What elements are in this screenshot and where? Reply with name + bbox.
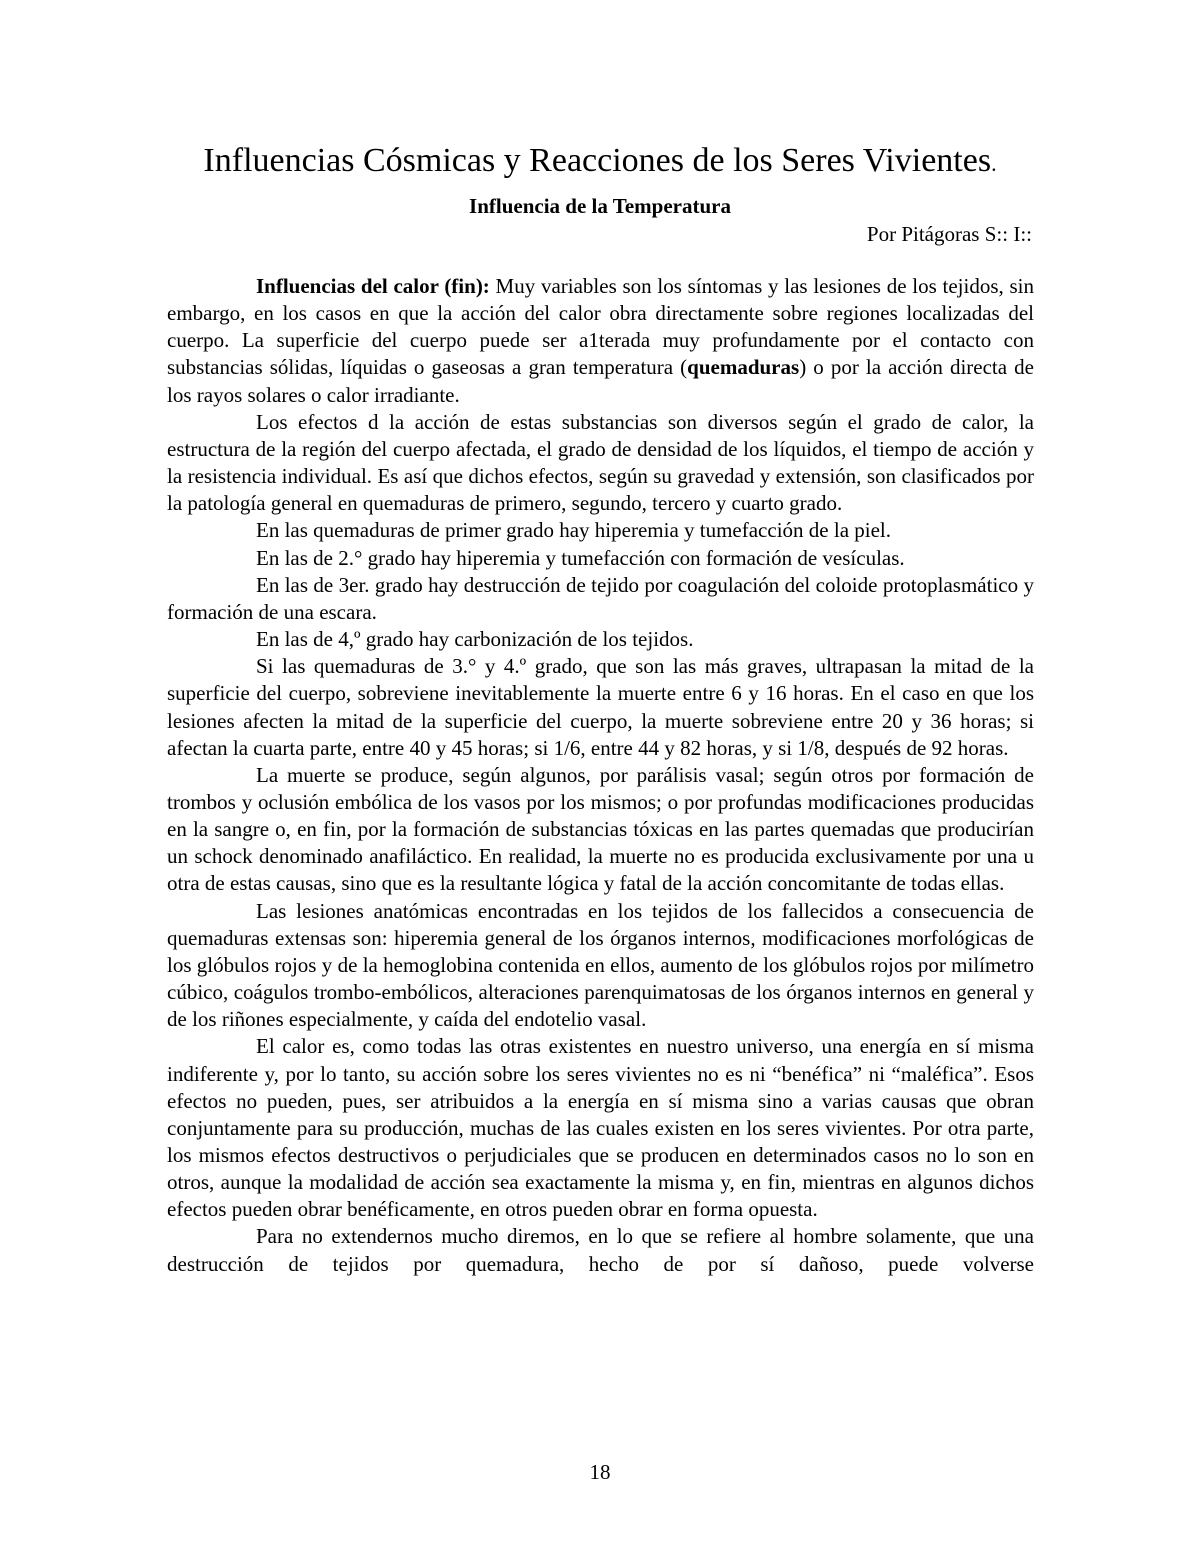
paragraph-1-lead: Influencias del calor (fin):: [256, 274, 490, 298]
paragraph-6: En las de 4,º grado hay carbonización de los tejidos.: [256, 627, 694, 652]
paragraph-2: Los efectos d la acción de estas substancias son diversos según el grado de calor, la estructura de la región del cuerpo afectada, el grado de densidad de los líquidos, el tiempo de acción y la resistencia individual. Es así que dichos efectos, según su gravedad y extensión, son clasificados por la patología general en quemaduras de primero, segundo, tercero y cuarto grado.: [167, 409, 1034, 516]
paragraph-1-bold-term: quemaduras: [687, 355, 800, 380]
paragraph-11: Para no extendernos mucho diremos, en lo que se refiere al hombre solamente, que una destrucción de tejidos por quemadura, hecho de por sí dañoso, puede volverse: [167, 1224, 1034, 1276]
paragraph-7: Si las quemaduras de 3.° y 4.º grado, que son las más graves, ultrapasan la mitad de la superficie del cuerpo, sobreviene inevitablemente la muerte entre 6 y 16 horas. En el caso en que los lesiones afecten la mitad de la superficie del cuerpo, la muerte sobreviene entre 20 y 36 horas; si afectan la cuarta parte, entre 40 y 45 horas; si 1/6, entre 44 y 82 horas, y si 1/8, después de 92 horas.: [167, 654, 1034, 760]
page-number: 18: [589, 1460, 611, 1484]
author-byline: Por Pitágoras S:: I::: [866, 222, 1032, 246]
paragraph-1-text-a: Muy variables son los síntomas y las lesiones de los tejidos, sin embargo, en los casos en que la acción del calor obra directamente sobre regiones localizadas del cuerpo. La superficie del cuerpo puede ser a1terada muy profundamente por el contacto con substancias sólidas, líquidas o gaseosas a gran temperatura (: [167, 274, 1034, 380]
paragraph-4: En las de 2.° grado hay hiperemia y tumefacción con formación de vesículas.: [256, 545, 905, 570]
paragraph-8: La muerte se produce, según algunos, por parálisis vasal; según otros por formación de trombos y oclusión embólica de los vasos por los mismos; o por profundas modificaciones producidas en la sangre o, en fin, por la formación de substancias tóxicas en las partes quemadas que producirían un schock denominado anafiláctico. En realidad, la muerte no es producida exclusivamente por una u otra de estas causas, sino que es la resultante lógica y fatal de la acción concomitante de todas ellas.: [167, 762, 1034, 896]
page-title-period: .: [991, 151, 997, 176]
section-subtitle: Influencia de la Temperatura: [469, 194, 731, 218]
paragraph-3: En las quemaduras de primer grado hay hiperemia y tumefacción de la piel.: [256, 518, 892, 543]
paragraph-5: En las de 3er. grado hay destrucción de tejido por coagulación del coloide protoplasmático y formación de una escara.: [167, 572, 1034, 624]
page-title: [0, 138, 1200, 187]
article-body: [167, 273, 1034, 1278]
paragraph-1-text-b: ) o por la acción directa de los rayos solares o calor irradiante.: [167, 355, 1034, 407]
paragraph-9: Las lesiones anatómicas encontradas en los tejidos de los fallecidos a consecuencia de quemaduras extensas son: hiperemia general de los órganos internos, modificaciones morfológicas de los glóbulos rojos y de la hemoglobina contenida en ellos, aumento de los glóbulos rojos por milímetro cúbico, coágulos trombo-embólicos, alteraciones parenquimatosas de los órganos internos en general y de los riñones especialmente, y caída del endotelio vasal.: [167, 898, 1034, 1032]
paragraph-1: [167, 273, 1034, 409]
page-title-text: Influencias Cósmicas y Reacciones de los Seres Vivientes: [203, 142, 992, 179]
paragraph-10: El calor es, como todas las otras existentes en nuestro universo, una energía en sí misma indiferente y, por lo tanto, su acción sobre los seres vivientes no es ni “benéfica” ni “maléfica”. Esos efectos no pueden, pues, ser atribuidos a la energía en sí misma sino a varias causas que obran conjuntamente para su producción, muchas de las cuales existen en los seres vivientes. Por otra parte, los mismos efectos destructivos o perjudiciales que se producen en determinados casos no lo son en otros, aunque la modalidad de acción sea exactamente la misma y, en fin, mientras en algunos dichos efectos pueden obrar benéficamente, en otros pueden obrar en forma opuesta.: [167, 1034, 1034, 1222]
